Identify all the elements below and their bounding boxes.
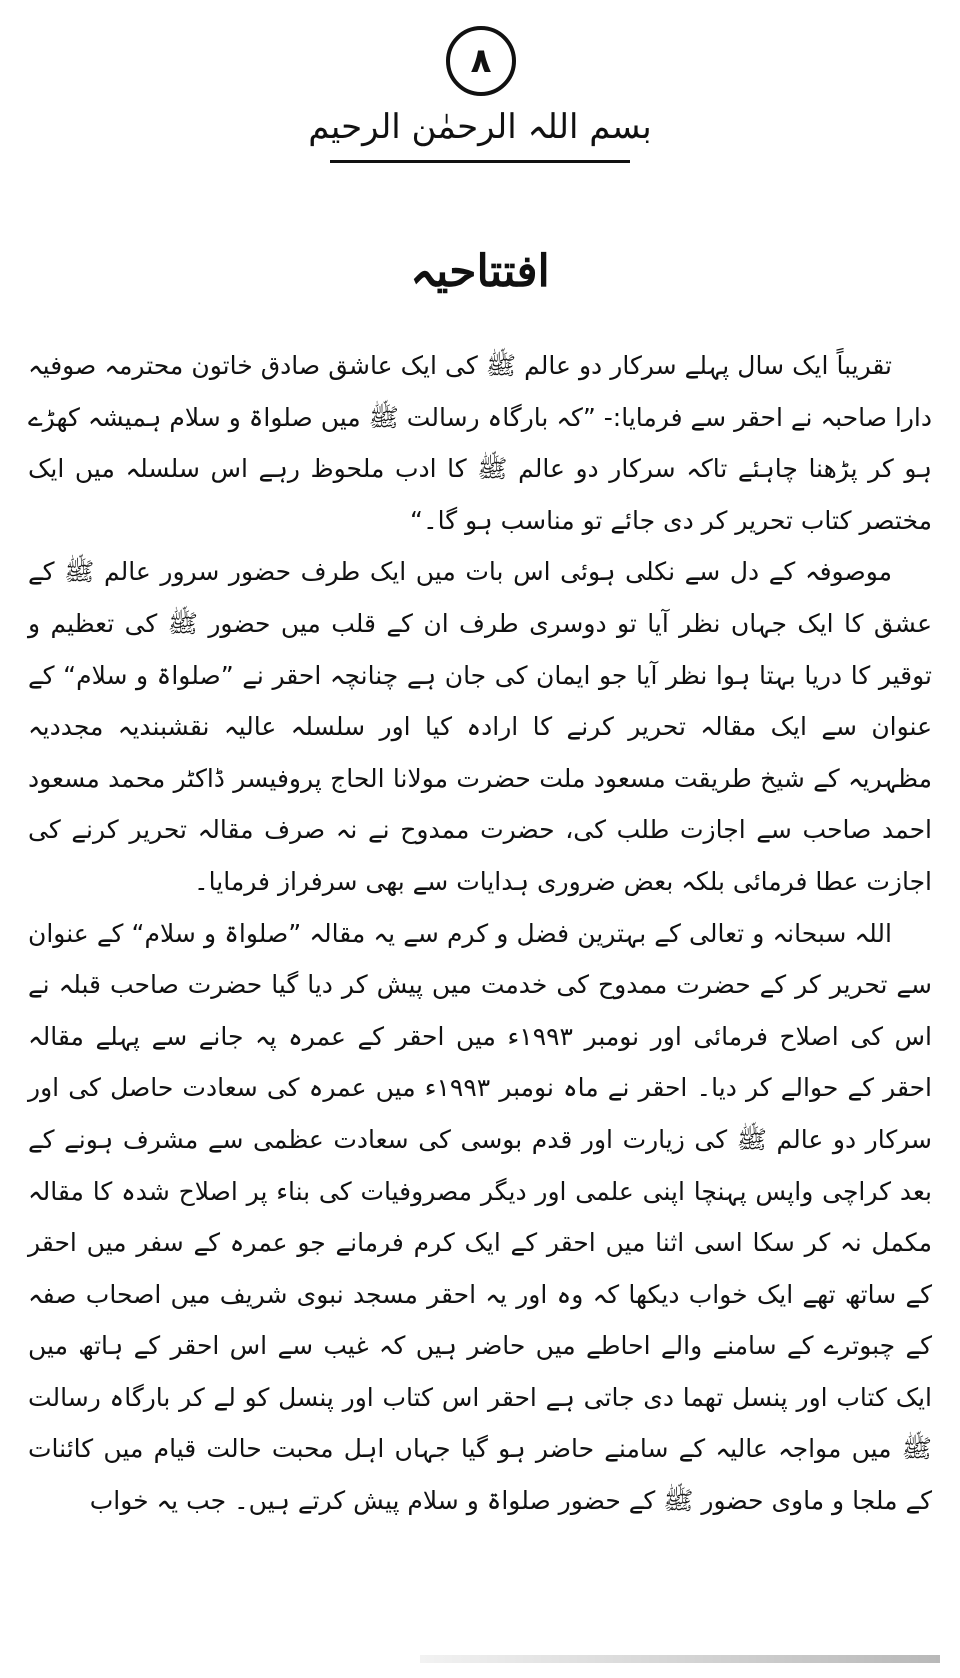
basmala-underline <box>330 160 630 163</box>
page-title: افتتاحیہ <box>410 246 550 297</box>
paragraph: تقریباً ایک سال پہلے سرکار دو عالم ﷺ کی ایک عاشق صادق خاتون محترمہ صوفیہ دارا صاحبہ نے احقر سے فرمایا:- ”کہ بارگاہ رسالت ﷺ میں صلواۃ و سلام ہمیشہ کھڑے ہو کر پڑھنا چاہئے تاکہ سرکار دو عالم ﷺ کا ادب ملحوظ رہے اس سلسلہ میں ایک مختصر کتاب تحریر کر دی جائے تو مناسب ہو گا۔“ <box>28 351 932 535</box>
body-text <box>28 340 932 1527</box>
paragraph: اللہ سبحانہ و تعالی کے بہترین فضل و کرم سے یہ مقالہ ”صلواۃ و سلام“ کے عنوان سے تحریر کر کے حضرت ممدوح کی خدمت میں پیش کر دیا گیا حضرت صاحب قبلہ نے اس کی اصلاح فرمائی اور نومبر ۱۹۹۳ء میں احقر کے عمرہ پہ جانے سے پہلے مقالہ احقر کے حوالے کر دیا۔ احقر نے ماہ نومبر ۱۹۹۳ء میں عمرہ کی سعادت حاصل کی اور سرکار دو عالم ﷺ کی زیارت اور قدم بوسی کی سعادت عظمی سے مشرف ہونے کے بعد کراچی واپس پہنچا اپنی علمی اور دیگر مصروفیات کی بناء پر اصلاح شدہ کا مقالہ مکمل نہ کر سکا اسی اثنا میں احقر کے ایک کرم فرمانے جو عمرہ کے سفر میں احقر کے ساتھ تھے ایک خواب دیکھا کہ وہ اور یہ احقر مسجد نبوی شریف میں اصحاب صفہ کے چبوترے کے سامنے والے احاطے میں حاضر ہیں کہ غیب سے اس احقر کے ہاتھ میں ایک کتاب اور پنسل تھما دی جاتی ہے احقر اس کتاب اور پنسل کو لے کر بارگاہ رسالت ﷺ میں مواجہ عالیہ کے سامنے حاضر ہو گیا جہاں اہل محبت حالت قیام میں کائنات کے ملجا و ماوی حضور ﷺ کے حضور صلواۃ و سلام پیش کرتے ہیں۔ جب یہ خواب <box>28 918 932 1516</box>
page-number: ۸ <box>470 41 492 81</box>
basmala: بسم اللہ الرحمٰن الرحیم <box>308 107 652 147</box>
scan-edge-shadow <box>420 1655 940 1663</box>
paragraph: موصوفہ کے دل سے نکلی ہوئی اس بات میں ایک طرف حضور سرور عالم ﷺ کے عشق کا ایک جہاں نظر آیا تو دوسری طرف ان کے قلب میں حضور ﷺ کی تعظیم و توقیر کا دریا بہتا ہوا نظر آیا جو ایمان کی جان ہے چنانچہ احقر نے ”صلواۃ و سلام“ کے عنوان سے ایک مقالہ تحریر کرنے کا ارادہ کیا اور سلسلہ عالیہ نقشبندیہ مجددیہ مظہریہ کے شیخ طریقت مسعود ملت حضرت مولانا الحاج پروفیسر ڈاکٹر محمد مسعود احمد صاحب سے اجازت طلب کی، حضرت ممدوح نے نہ صرف مقالہ تحریر کرنے کی اجازت عطا فرمائی بلکہ بعض ضروری ہدایات سے بھی سرفراز فرمایا۔ <box>28 557 932 896</box>
page-number-badge <box>446 26 516 96</box>
